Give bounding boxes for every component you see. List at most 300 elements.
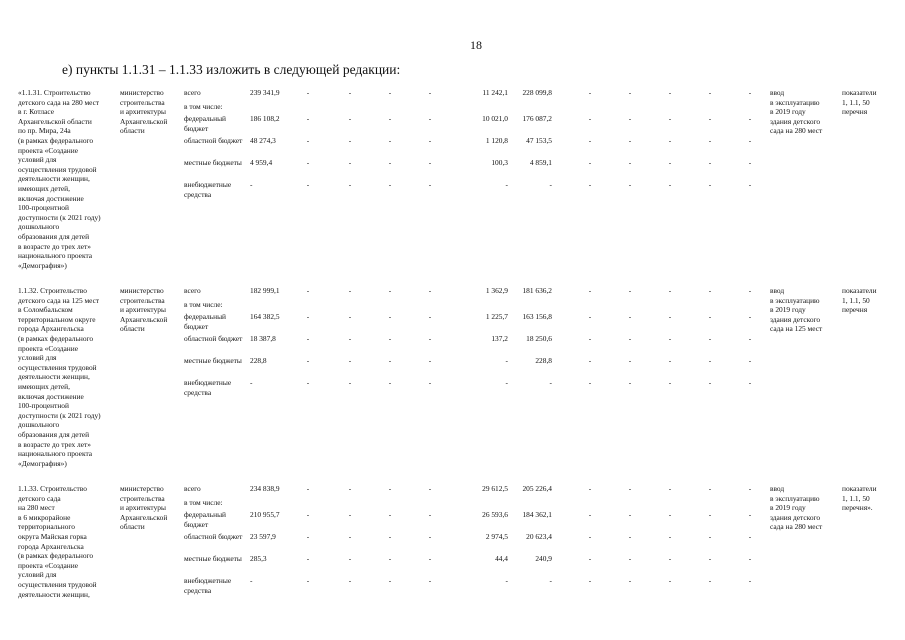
entry-result-line: сада на 280 мест <box>770 522 823 532</box>
empty-year-cell: - <box>348 158 352 167</box>
funding-2019-value: - <box>505 378 508 387</box>
empty-year-cell: - <box>748 88 752 97</box>
empty-year-cell: - <box>588 136 592 145</box>
empty-year-cell: - <box>428 532 432 541</box>
entry-title-line: детского сада на 280 мест <box>18 97 100 107</box>
empty-year-cell: - <box>306 286 310 295</box>
empty-year-cell: - <box>748 114 752 123</box>
funding-total: 186 108,2 <box>250 114 280 123</box>
funding-total: - <box>250 576 253 585</box>
entry-result-line: здания детского <box>770 116 821 126</box>
empty-year-cell: - <box>306 378 310 387</box>
entry-title-line: территориального <box>18 522 75 532</box>
empty-year-cell: - <box>708 88 712 97</box>
entry-title-line: на 280 мест <box>18 503 55 513</box>
entry-title-line: включая достижение <box>18 391 84 401</box>
empty-year-cell: - <box>628 532 632 541</box>
empty-year-cell: - <box>708 136 712 145</box>
entry-executor-line: Архангельской <box>120 512 168 522</box>
entry-indicators-line: показатели <box>842 286 877 295</box>
empty-year-cell: - <box>588 286 592 295</box>
entry-result-line: сада на 280 мест <box>770 126 823 136</box>
empty-year-cell: - <box>388 510 392 519</box>
empty-year-cell: - <box>306 136 310 145</box>
entry-executor-line: и архитектуры <box>120 107 166 117</box>
funding-total: 182 999,1 <box>250 286 280 295</box>
entry-executor-line: строительства <box>120 493 165 503</box>
empty-year-cell: - <box>708 576 712 585</box>
empty-year-cell: - <box>388 356 392 365</box>
empty-year-cell: - <box>708 312 712 321</box>
entry-executor-line: строительства <box>120 295 165 305</box>
entry-result <box>770 484 840 532</box>
empty-year-cell: - <box>588 180 592 189</box>
funding-source: всего <box>184 286 201 295</box>
entry-title <box>18 286 118 468</box>
entry-title-line: «1.1.31. Строительство <box>18 88 91 97</box>
empty-year-cell: - <box>306 158 310 167</box>
entry-title-line: детского сада на 125 мест <box>18 295 100 305</box>
empty-year-cell: - <box>628 334 632 343</box>
funding-2019-value: 176 087,2 <box>522 114 552 123</box>
entry-title-line: 100-процентной <box>18 401 69 411</box>
entry-title-line: имеющих детей, <box>18 183 70 193</box>
funding-total: 285,3 <box>250 554 267 563</box>
entry-title-line: города Архангельска <box>18 541 84 551</box>
funding-total: 228,8 <box>250 356 267 365</box>
empty-year-cell: - <box>668 576 672 585</box>
empty-year-cell: - <box>306 510 310 519</box>
empty-year-cell: - <box>748 484 752 493</box>
entry-result <box>770 286 840 334</box>
funding-source: в том числе: <box>184 300 223 309</box>
empty-year-cell: - <box>348 484 352 493</box>
entry-title-line: 1.1.33. Строительство <box>18 484 87 493</box>
entry-title-line: территориальном округе <box>18 314 96 324</box>
funding-2019-value: 205 226,4 <box>522 484 552 493</box>
empty-year-cell: - <box>588 356 592 365</box>
empty-year-cell: - <box>348 532 352 541</box>
funding-2019-value: 20 623,4 <box>526 532 552 541</box>
empty-year-cell: - <box>588 532 592 541</box>
empty-year-cell: - <box>708 356 712 365</box>
empty-year-cell: - <box>748 312 752 321</box>
entry-indicators-line: перечня». <box>842 503 873 513</box>
entry-title-line: в Соломбальском <box>18 305 73 315</box>
entry-result-line: в эксплуатацию <box>770 493 820 503</box>
empty-year-cell: - <box>668 532 672 541</box>
empty-year-cell: - <box>668 356 672 365</box>
empty-year-cell: - <box>428 114 432 123</box>
entry-indicators-line: показатели <box>842 484 877 493</box>
entry-indicators <box>842 286 898 315</box>
empty-year-cell: - <box>306 180 310 189</box>
empty-year-cell: - <box>748 136 752 145</box>
funding-2019-value: - <box>505 180 508 189</box>
entry-title-line: дошкольного <box>18 222 60 232</box>
empty-year-cell: - <box>668 510 672 519</box>
entry-title-line: в возрасте до трех лет» <box>18 241 91 251</box>
entry-title-line: деятельности женщин, <box>18 589 90 599</box>
entry-title-line: деятельности женщин, <box>18 174 90 184</box>
empty-year-cell: - <box>428 88 432 97</box>
empty-year-cell: - <box>708 510 712 519</box>
funding-2019-value: 1 362,9 <box>485 286 508 295</box>
section-heading: е) пункты 1.1.31 – 1.1.33 изложить в следующей редакции: <box>62 62 401 77</box>
entry-result-line: в эксплуатацию <box>770 295 820 305</box>
entry-title-line: 100-процентной <box>18 203 69 213</box>
empty-year-cell: - <box>628 484 632 493</box>
entry-executor-line: области <box>120 324 145 334</box>
entry-executor-line: Архангельской <box>120 314 168 324</box>
funding-2019-value: 100,3 <box>491 158 508 167</box>
entry-title-line: в г. Котласе <box>18 107 55 117</box>
empty-year-cell: - <box>708 334 712 343</box>
empty-year-cell: - <box>306 88 310 97</box>
entry-executor-line: министерство <box>120 286 164 295</box>
empty-year-cell: - <box>668 554 672 563</box>
empty-year-cell: - <box>748 158 752 167</box>
empty-year-cell: - <box>306 356 310 365</box>
funding-source: внебюджетные средства <box>184 378 232 397</box>
funding-2019-value: 44,4 <box>495 554 508 563</box>
entry-indicators-line: перечня <box>842 305 868 315</box>
funding-2019-value: 4 859,1 <box>529 158 552 167</box>
empty-year-cell: - <box>348 554 352 563</box>
entry-title <box>18 484 118 599</box>
empty-year-cell: - <box>388 532 392 541</box>
entry-title-line: (в рамках федерального <box>18 135 94 145</box>
funding-source: областной бюджет <box>184 136 243 145</box>
empty-year-cell: - <box>348 114 352 123</box>
entry-result-line: ввод <box>770 286 785 295</box>
empty-year-cell: - <box>748 554 752 563</box>
empty-year-cell: - <box>588 378 592 387</box>
funding-2019-value: 1 225,7 <box>485 312 508 321</box>
empty-year-cell: - <box>628 378 632 387</box>
funding-source: местные бюджеты <box>184 356 242 365</box>
funding-2019-value: - <box>505 356 508 365</box>
funding-2019-value: 18 250,6 <box>526 334 552 343</box>
empty-year-cell: - <box>348 136 352 145</box>
entry-indicators-line: перечня <box>842 107 868 117</box>
funding-total: - <box>250 378 253 387</box>
empty-year-cell: - <box>668 136 672 145</box>
funding-total: 210 955,7 <box>250 510 280 519</box>
empty-year-cell: - <box>668 88 672 97</box>
entry-title-line: проекта «Создание <box>18 145 78 155</box>
empty-year-cell: - <box>428 554 432 563</box>
empty-year-cell: - <box>388 554 392 563</box>
entry-title-line: образования для детей <box>18 231 90 241</box>
empty-year-cell: - <box>306 334 310 343</box>
entry-title-line: по пр. Мира, 24а <box>18 126 71 136</box>
entry-title-line: доступности (к 2021 году) <box>18 410 101 420</box>
empty-year-cell: - <box>748 576 752 585</box>
empty-year-cell: - <box>428 484 432 493</box>
entry-executor-line: министерство <box>120 88 164 97</box>
empty-year-cell: - <box>428 576 432 585</box>
empty-year-cell: - <box>708 554 712 563</box>
empty-year-cell: - <box>388 114 392 123</box>
empty-year-cell: - <box>428 136 432 145</box>
funding-total: 48 274,3 <box>250 136 276 145</box>
funding-source: областной бюджет <box>184 532 243 541</box>
entry-result-line: ввод <box>770 88 785 97</box>
funding-source: федеральный бюджет <box>184 510 226 529</box>
entry-result-line: в 2019 году <box>770 107 806 117</box>
empty-year-cell: - <box>588 88 592 97</box>
empty-year-cell: - <box>628 554 632 563</box>
empty-year-cell: - <box>348 510 352 519</box>
entry-title-line: включая достижение <box>18 193 84 203</box>
empty-year-cell: - <box>668 334 672 343</box>
empty-year-cell: - <box>306 576 310 585</box>
empty-year-cell: - <box>428 312 432 321</box>
entry-title-line: осуществления трудовой <box>18 164 97 174</box>
empty-year-cell: - <box>588 510 592 519</box>
empty-year-cell: - <box>388 286 392 295</box>
funding-source: внебюджетные средства <box>184 180 232 199</box>
entry-executor-line: области <box>120 522 145 532</box>
entry-result-line: сада на 125 мест <box>770 324 823 334</box>
funding-source: всего <box>184 88 201 97</box>
empty-year-cell: - <box>628 136 632 145</box>
entry-title-line: проекта «Создание <box>18 560 78 570</box>
funding-2019-value: 184 362,1 <box>522 510 552 519</box>
empty-year-cell: - <box>708 114 712 123</box>
entry-title-line: осуществления трудовой <box>18 579 97 589</box>
entry-title-line: условий для <box>18 155 57 165</box>
funding-2019-value: - <box>505 576 508 585</box>
funding-source: внебюджетные средства <box>184 576 232 595</box>
empty-year-cell: - <box>628 356 632 365</box>
funding-2019-value: - <box>549 576 552 585</box>
entry-title-line: (в рамках федерального <box>18 551 94 561</box>
empty-year-cell: - <box>588 158 592 167</box>
funding-2019-value: 181 636,2 <box>522 286 552 295</box>
entry-title-line: имеющих детей, <box>18 381 70 391</box>
empty-year-cell: - <box>388 136 392 145</box>
empty-year-cell: - <box>628 158 632 167</box>
entry-indicators-line: 1, 1.1, 50 <box>842 97 870 107</box>
entry-executor-line: области <box>120 126 145 136</box>
entry-result-line: в 2019 году <box>770 503 806 513</box>
empty-year-cell: - <box>348 312 352 321</box>
funding-source: местные бюджеты <box>184 554 242 563</box>
empty-year-cell: - <box>588 334 592 343</box>
entry-title-line: доступности (к 2021 году) <box>18 212 101 222</box>
empty-year-cell: - <box>348 286 352 295</box>
entry-indicators-line: 1, 1.1, 50 <box>842 295 870 305</box>
empty-year-cell: - <box>388 158 392 167</box>
entry-title-line: (в рамках федерального <box>18 333 94 343</box>
empty-year-cell: - <box>708 484 712 493</box>
empty-year-cell: - <box>708 286 712 295</box>
funding-2019-value: 240,9 <box>535 554 552 563</box>
empty-year-cell: - <box>628 114 632 123</box>
entry-executor <box>120 88 186 136</box>
empty-year-cell: - <box>708 158 712 167</box>
empty-year-cell: - <box>628 88 632 97</box>
entry-result-line: ввод <box>770 484 785 493</box>
entry-result <box>770 88 840 136</box>
funding-2019-value: 228 099,8 <box>522 88 552 97</box>
entry-title-line: дошкольного <box>18 420 60 430</box>
funding-source: федеральный бюджет <box>184 312 226 331</box>
funding-2019-value: 47 153,5 <box>526 136 552 145</box>
entry-result-line: здания детского <box>770 314 821 324</box>
entry-result-line: в 2019 году <box>770 305 806 315</box>
entry-executor-line: министерство <box>120 484 164 493</box>
funding-2019-value: 10 021,0 <box>482 114 508 123</box>
entry-title-line: осуществления трудовой <box>18 362 97 372</box>
funding-source: областной бюджет <box>184 334 243 343</box>
empty-year-cell: - <box>628 312 632 321</box>
empty-year-cell: - <box>668 312 672 321</box>
empty-year-cell: - <box>588 114 592 123</box>
empty-year-cell: - <box>708 532 712 541</box>
entry-title-line: 1.1.32. Строительство <box>18 286 87 295</box>
empty-year-cell: - <box>588 554 592 563</box>
entry-title-line: в возрасте до трех лет» <box>18 439 91 449</box>
empty-year-cell: - <box>348 334 352 343</box>
funding-2019-value: - <box>549 378 552 387</box>
entry-indicators-line: 1, 1.1, 50 <box>842 493 870 503</box>
empty-year-cell: - <box>388 88 392 97</box>
funding-total: 239 341,9 <box>250 88 280 97</box>
empty-year-cell: - <box>748 286 752 295</box>
funding-2019-value: 29 612,5 <box>482 484 508 493</box>
funding-total: 23 597,9 <box>250 532 276 541</box>
entry-title <box>18 88 118 270</box>
funding-2019-value: 11 242,1 <box>482 88 508 97</box>
funding-2019-value: 163 156,8 <box>522 312 552 321</box>
entry-executor-line: и архитектуры <box>120 503 166 513</box>
empty-year-cell: - <box>628 576 632 585</box>
empty-year-cell: - <box>428 286 432 295</box>
funding-source: в том числе: <box>184 102 223 111</box>
entry-result-line: здания детского <box>770 512 821 522</box>
entry-executor-line: строительства <box>120 97 165 107</box>
empty-year-cell: - <box>348 576 352 585</box>
empty-year-cell: - <box>588 576 592 585</box>
empty-year-cell: - <box>348 378 352 387</box>
entry-result-line: в эксплуатацию <box>770 97 820 107</box>
page-number: 18 <box>470 38 482 52</box>
funding-2019-value: 2 974,5 <box>485 532 508 541</box>
funding-total: 234 838,9 <box>250 484 280 493</box>
empty-year-cell: - <box>668 158 672 167</box>
empty-year-cell: - <box>306 554 310 563</box>
funding-2019-value: 137,2 <box>491 334 508 343</box>
entry-title-line: образования для детей <box>18 429 90 439</box>
empty-year-cell: - <box>388 378 392 387</box>
entry-executor-line: и архитектуры <box>120 305 166 315</box>
funding-2019-value: 26 593,6 <box>482 510 508 519</box>
empty-year-cell: - <box>348 356 352 365</box>
empty-year-cell: - <box>668 484 672 493</box>
entry-title-line: Архангельской области <box>18 116 92 126</box>
entry-title-line: проекта «Создание <box>18 343 78 353</box>
funding-2019-value: - <box>549 180 552 189</box>
empty-year-cell: - <box>306 312 310 321</box>
empty-year-cell: - <box>628 510 632 519</box>
empty-year-cell: - <box>348 180 352 189</box>
entry-title-line: в 6 микрорайоне <box>18 512 71 522</box>
empty-year-cell: - <box>388 576 392 585</box>
funding-total: 164 382,5 <box>250 312 280 321</box>
entry-indicators <box>842 484 898 513</box>
empty-year-cell: - <box>388 312 392 321</box>
entry-title-line: «Демография») <box>18 260 67 270</box>
empty-year-cell: - <box>628 286 632 295</box>
entry-executor <box>120 484 186 532</box>
empty-year-cell: - <box>306 532 310 541</box>
empty-year-cell: - <box>388 180 392 189</box>
funding-2019-value: 228,8 <box>535 356 552 365</box>
empty-year-cell: - <box>668 378 672 387</box>
entry-title-line: деятельности женщин, <box>18 372 90 382</box>
entry-title-line: условий для <box>18 570 57 580</box>
funding-source: федеральный бюджет <box>184 114 226 133</box>
empty-year-cell: - <box>428 378 432 387</box>
empty-year-cell: - <box>668 114 672 123</box>
entry-title-line: города Архангельска <box>18 324 84 334</box>
entry-title-line: округа Майская горка <box>18 531 87 541</box>
entry-indicators <box>842 88 898 117</box>
empty-year-cell: - <box>388 334 392 343</box>
entry-executor <box>120 286 186 334</box>
empty-year-cell: - <box>748 180 752 189</box>
empty-year-cell: - <box>428 334 432 343</box>
empty-year-cell: - <box>748 334 752 343</box>
entry-title-line: детского сада <box>18 493 61 503</box>
entry-title-line: «Демография») <box>18 458 67 468</box>
empty-year-cell: - <box>306 114 310 123</box>
funding-source: местные бюджеты <box>184 158 242 167</box>
empty-year-cell: - <box>708 378 712 387</box>
empty-year-cell: - <box>428 510 432 519</box>
empty-year-cell: - <box>588 312 592 321</box>
empty-year-cell: - <box>428 158 432 167</box>
empty-year-cell: - <box>668 180 672 189</box>
funding-total: 4 959,4 <box>250 158 273 167</box>
funding-2019-value: 1 120,8 <box>485 136 508 145</box>
entry-indicators-line: показатели <box>842 88 877 97</box>
empty-year-cell: - <box>628 180 632 189</box>
empty-year-cell: - <box>428 180 432 189</box>
empty-year-cell: - <box>588 484 592 493</box>
funding-total: 18 387,8 <box>250 334 276 343</box>
empty-year-cell: - <box>748 378 752 387</box>
empty-year-cell: - <box>748 532 752 541</box>
empty-year-cell: - <box>748 356 752 365</box>
entry-title-line: условий для <box>18 353 57 363</box>
entry-executor-line: Архангельской <box>120 116 168 126</box>
entry-title-line: национального проекта <box>18 251 93 261</box>
empty-year-cell: - <box>748 510 752 519</box>
entry-title-line: национального проекта <box>18 449 93 459</box>
funding-source: в том числе: <box>184 498 223 507</box>
empty-year-cell: - <box>348 88 352 97</box>
empty-year-cell: - <box>388 484 392 493</box>
empty-year-cell: - <box>708 180 712 189</box>
funding-total: - <box>250 180 253 189</box>
empty-year-cell: - <box>668 286 672 295</box>
empty-year-cell: - <box>428 356 432 365</box>
empty-year-cell: - <box>306 484 310 493</box>
